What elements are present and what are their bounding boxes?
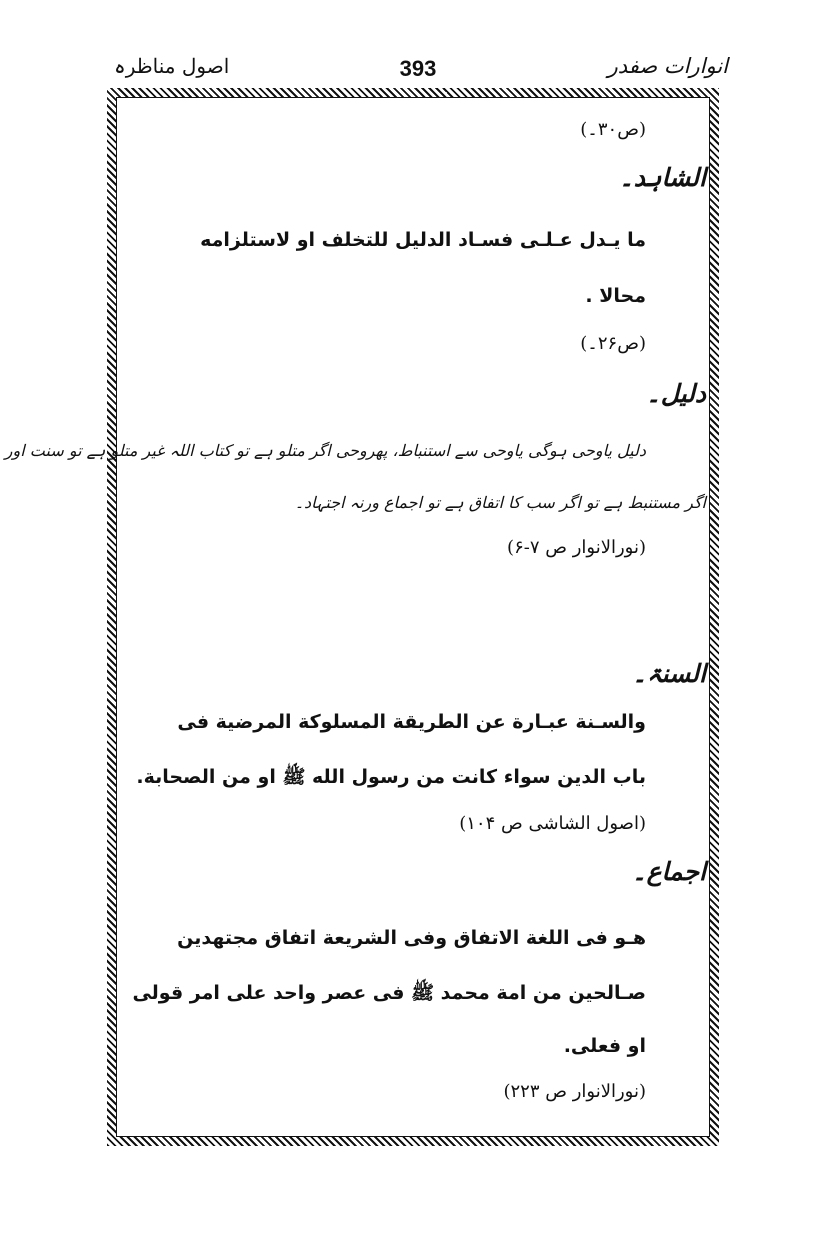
page-content	[4, 97, 710, 1137]
arabic-text: محالا .	[585, 285, 646, 307]
arabic-text: هـو فى اللغة الاتفاق وفى الشريعة اتفاق مجتهدين	[177, 927, 646, 949]
urdu-text: اگر مستنبط ہے تو اگر سب کا اتفاق ہے تو اجماع ورنہ اجتہاد۔	[294, 493, 706, 512]
reference: (ص۳۰۔)	[580, 119, 646, 140]
heading-ijma: اجماع۔	[631, 857, 706, 886]
arabic-text: او فعلى.	[563, 1035, 646, 1057]
arabic-text: باب الدين سواء كانت من رسول الله ﷺ او من الصحابة.	[136, 766, 646, 788]
reference: (ص۲۶۔)	[580, 333, 646, 354]
reference: (نورالانوار ص ۷-۶)	[507, 537, 646, 558]
page-number: 393	[399, 56, 437, 81]
urdu-text: دلیل یاوحی ہوگی یاوحی سے استنباط، پھروحی اگر متلو ہے تو کتاب اللہ غیر متلو ہے تو سنت اور	[4, 441, 646, 460]
reference: (اصول الشاشی ص ۱۰۴)	[459, 813, 646, 834]
page-border-frame	[4, 88, 719, 1146]
heading-sunnah: السنۃ۔	[632, 659, 706, 688]
chapter-title: اصول مناظرہ	[114, 54, 230, 78]
heading-shahid: الشاہد۔	[619, 163, 706, 192]
arabic-text: ما يـدل عـلـى فسـاد الدليل للتخلف او لاستلزامه	[200, 229, 646, 251]
reference: (نورالانوار ص ۲۲۳)	[503, 1081, 646, 1102]
book-title: انوارات صفدر	[607, 54, 728, 78]
arabic-text: والسـنة عبـارة عن الطريقة المسلوكة المرضية فى	[177, 711, 646, 733]
arabic-text: صـالحين من امة محمد ﷺ فى عصر واحد على امر قولى	[132, 982, 646, 1004]
page-header	[108, 54, 728, 90]
heading-dalil: دلیل۔	[646, 379, 706, 408]
